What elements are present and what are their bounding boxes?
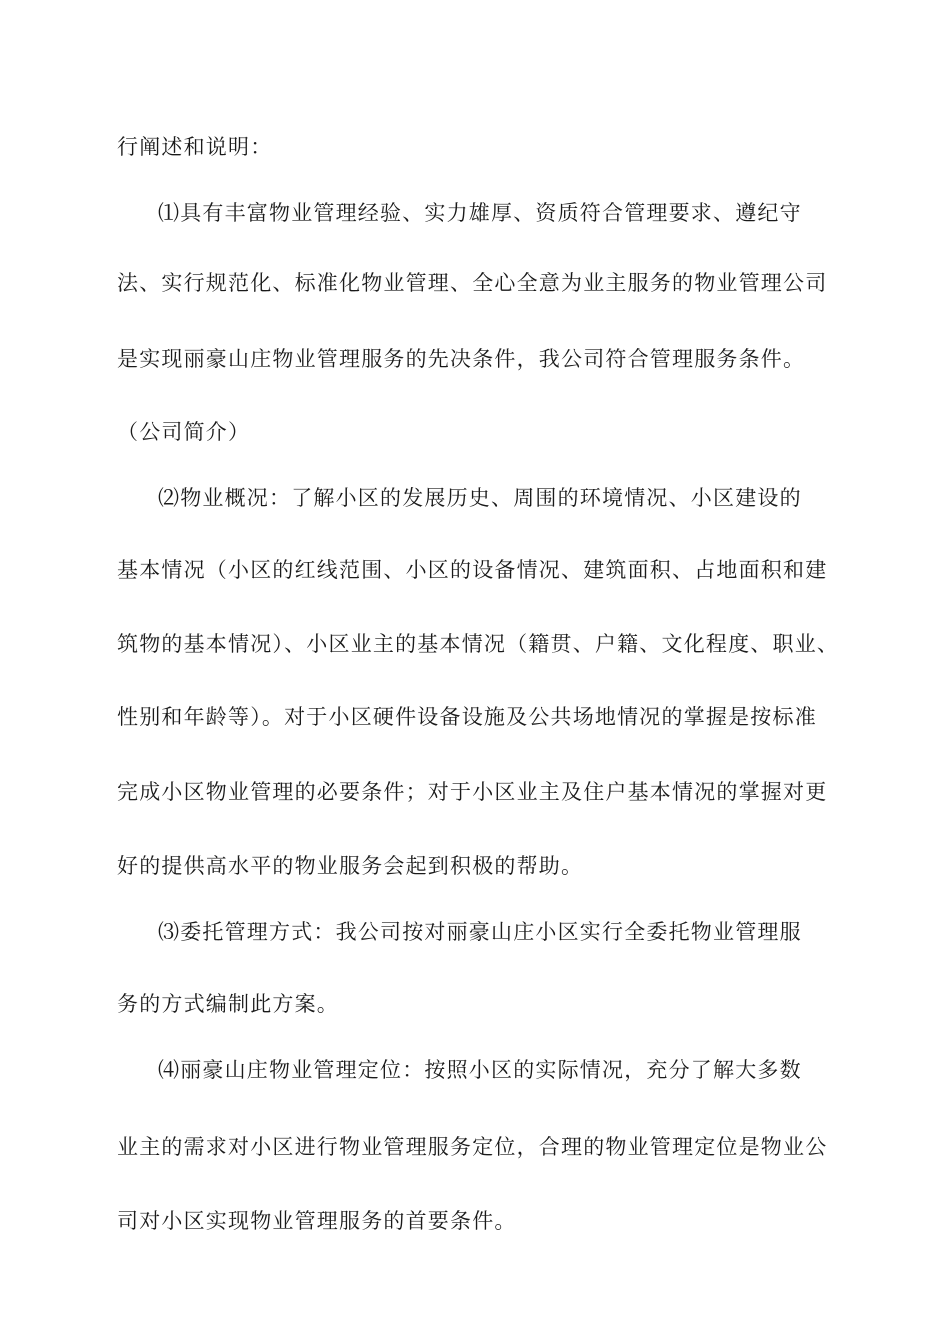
- text-line: 好的提供高水平的物业服务会起到积极的帮助。: [117, 854, 584, 878]
- text-line: ⑴具有丰富物业管理经验、实力雄厚、资质符合管理要求、遵纪守: [158, 201, 802, 225]
- text-line: ⑷丽豪山庄物业管理定位：按照小区的实际情况，充分了解大多数: [158, 1058, 802, 1082]
- text-line: 业主的需求对小区进行物业管理服务定位，合理的物业管理定位是物业公: [117, 1135, 828, 1159]
- text-line: 是实现丽豪山庄物业管理服务的先决条件，我公司符合管理服务条件。: [117, 347, 806, 371]
- text-line: 性别和年龄等）。对于小区硬件设备设施及公共场地情况的掌握是按标准: [117, 705, 817, 729]
- text-line: 筑物的基本情况）、小区业主的基本情况（籍贯、户籍、文化程度、职业、: [117, 632, 840, 656]
- text-line: 务的方式编制此方案。: [117, 992, 339, 1016]
- text-line: ⑵物业概况：了解小区的发展历史、周围的环境情况、小区建设的: [158, 486, 802, 510]
- text-line: 法、实行规范化、标准化物业管理、全心全意为业主服务的物业管理公司: [117, 271, 828, 295]
- text-line: 基本情况（小区的红线范围、小区的设备情况、建筑面积、占地面积和建: [117, 558, 828, 582]
- text-line: ⑶委托管理方式：我公司按对丽豪山庄小区实行全委托物业管理服: [158, 920, 802, 944]
- text-line: 司对小区实现物业管理服务的首要条件。: [117, 1209, 517, 1233]
- text-line: （公司简介）: [117, 420, 251, 444]
- text-line: 行阐述和说明：: [117, 135, 273, 159]
- text-line: 完成小区物业管理的必要条件；对于小区业主及住户基本情况的掌握对更: [117, 780, 828, 804]
